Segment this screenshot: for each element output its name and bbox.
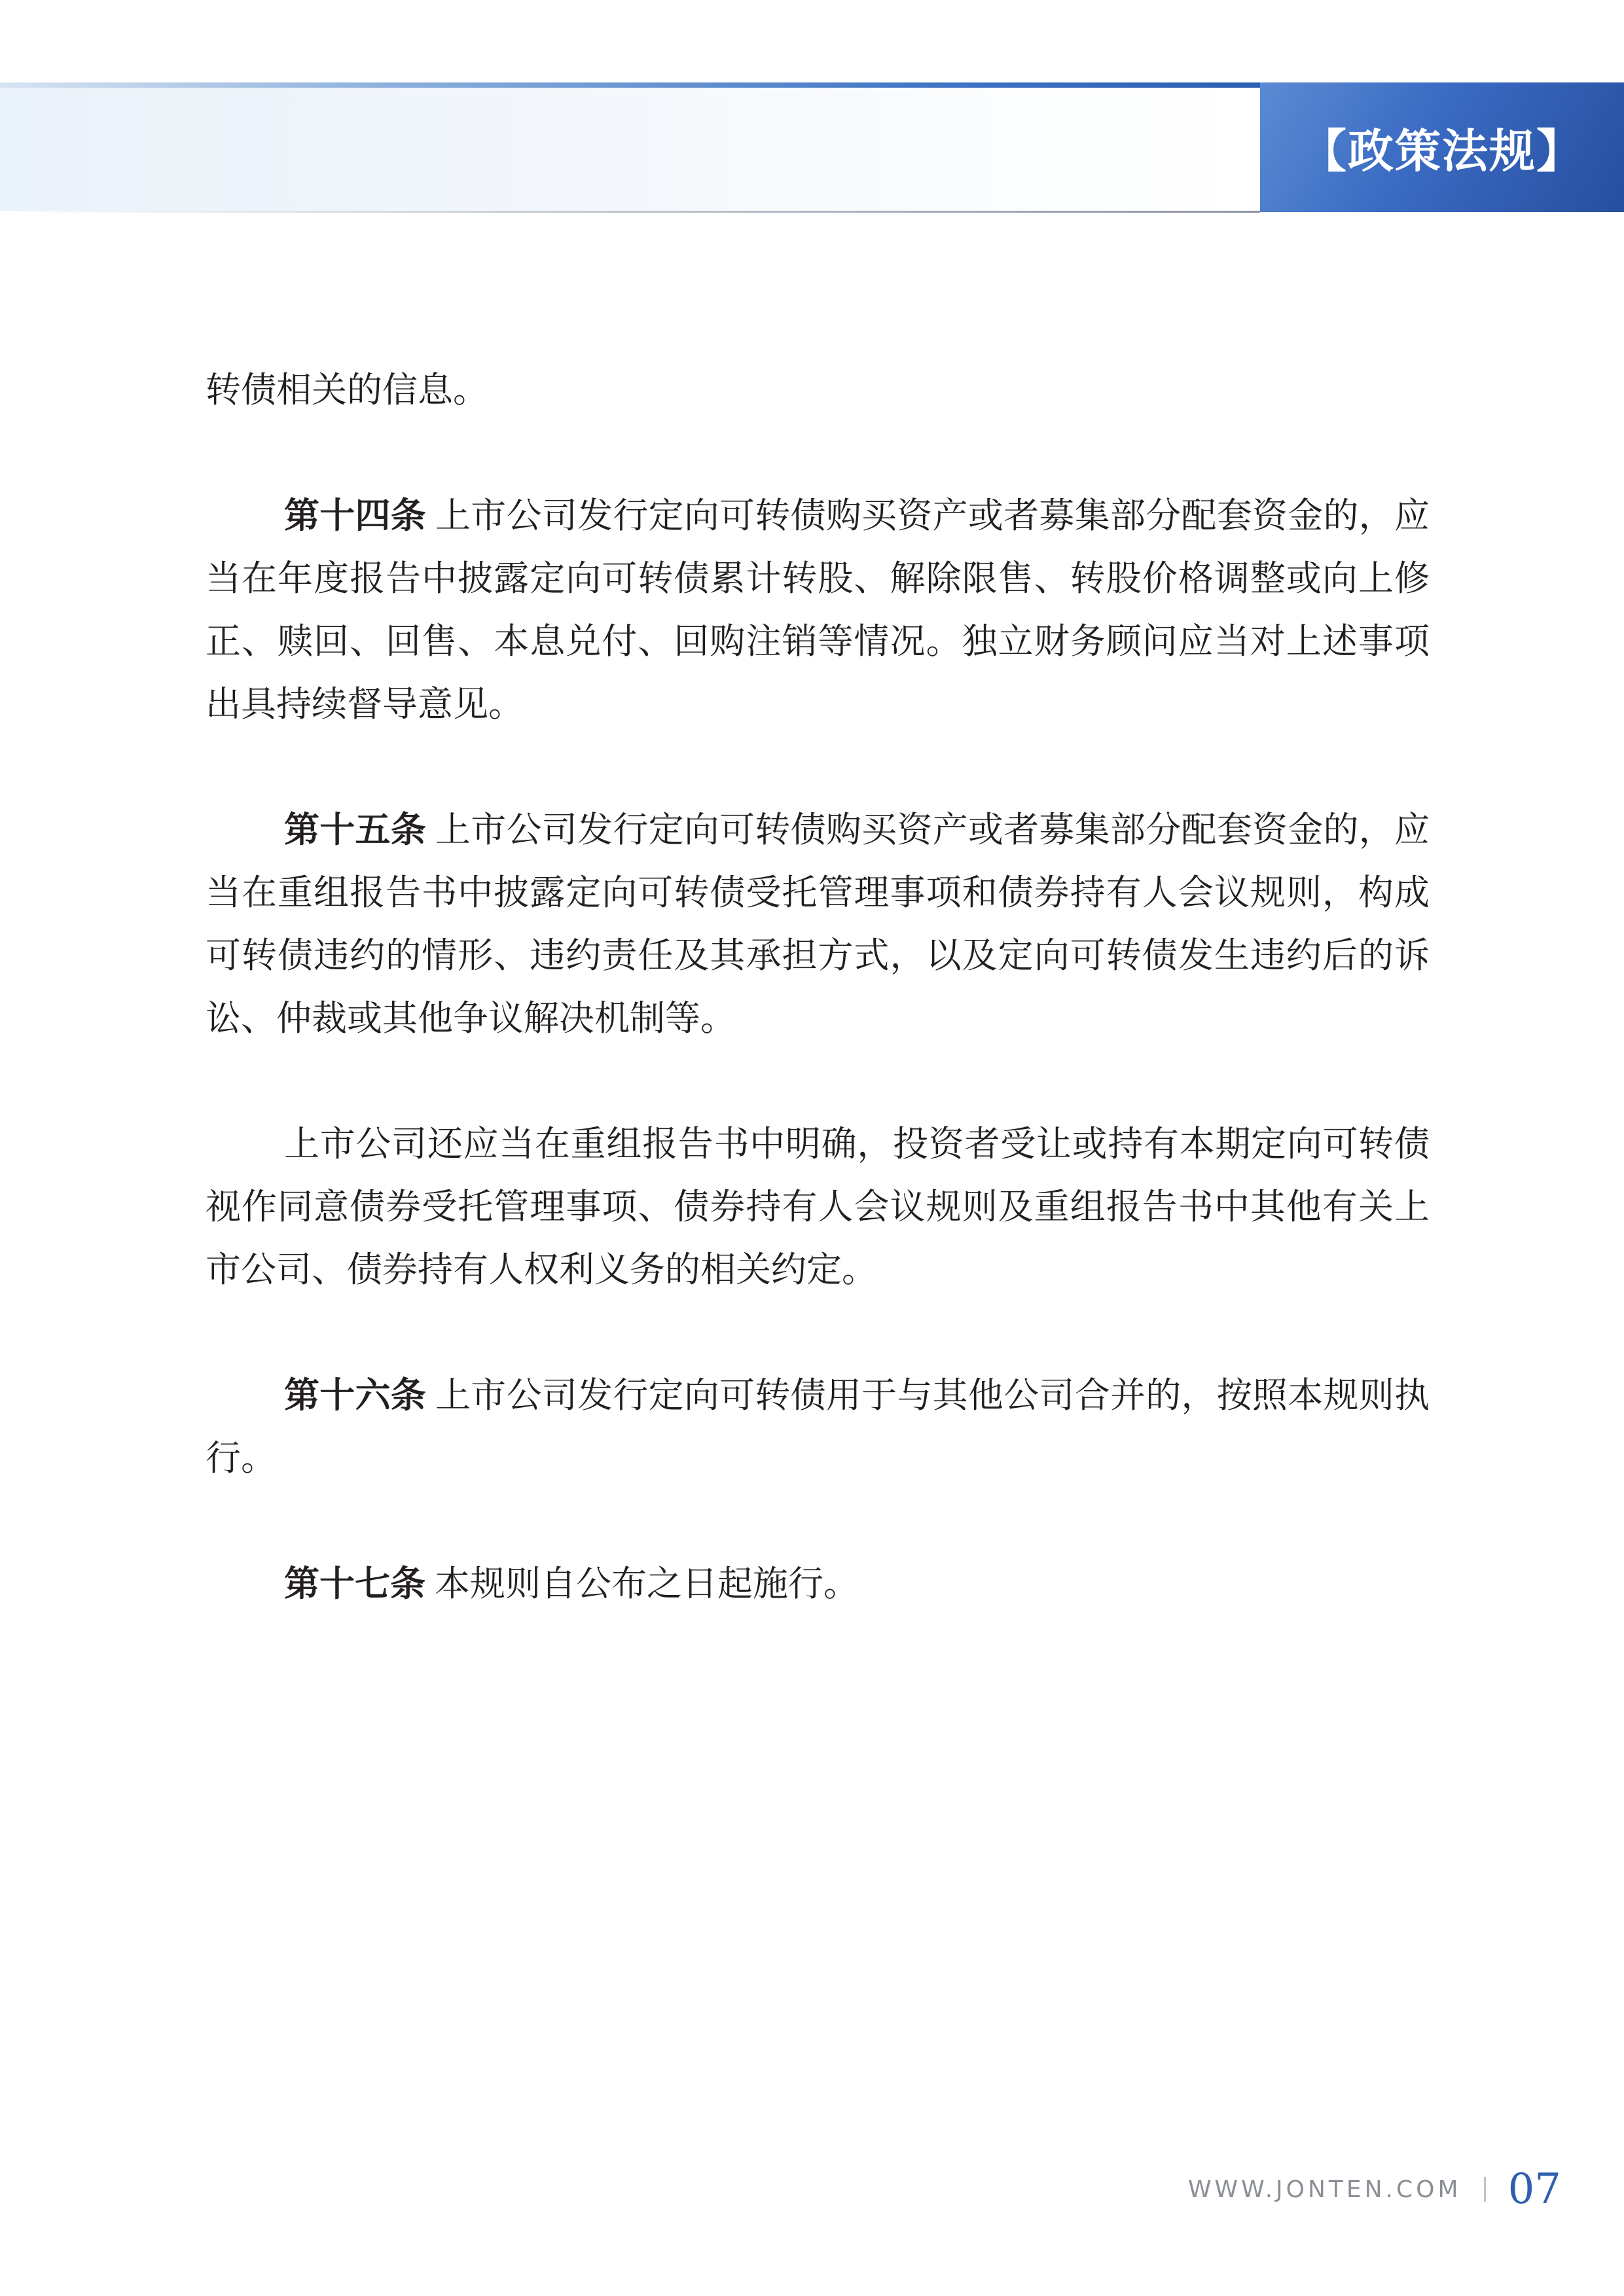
article-15-supplement xyxy=(206,1113,1430,1301)
article-number: 第十四条 xyxy=(284,495,427,536)
paragraph-text: 上市公司还应当在重组报告书中明确，投资者受让或持有本期定向可转债视作同意债券受托管理事项、债券持有人会议规则及重组报告书中其他有关上市公司、债券持有人权利义务的相关约定。 xyxy=(206,1123,1430,1290)
header-divider xyxy=(0,211,1260,213)
footer-website: WWW.JONTEN.COM xyxy=(1187,2176,1462,2203)
paragraph-text: 上市公司发行定向可转债购买资产或者募集部分配套资金的，应当在重组报告书中披露定向可转债受托管理事项和债券持有人会议规则，构成可转债违约的情形、违约责任及其承担方式，以及定向可转债发生违约后的诉讼、仲裁或其他争议解决机制等。 xyxy=(206,809,1430,1039)
paragraph-text: 上市公司发行定向可转债购买资产或者募集部分配套资金的，应当在年度报告中披露定向可转债累计转股、解除限售、转股价格调整或向上修正、赎回、回售、本息兑付、回购注销等情况。独立财务顾问应当对上述事项出具持续督导意见。 xyxy=(206,495,1430,725)
article-number: 第十六条 xyxy=(284,1374,427,1416)
article-number: 第十五条 xyxy=(284,809,427,850)
paragraph-continuation xyxy=(206,359,1430,422)
article-14 xyxy=(206,484,1430,736)
header-panel xyxy=(0,88,1260,212)
article-number: 第十七条 xyxy=(284,1563,425,1604)
article-17 xyxy=(206,1552,1430,1615)
article-body xyxy=(206,359,1430,1678)
article-15 xyxy=(206,798,1430,1050)
footer-divider xyxy=(1484,2177,1486,2202)
article-16 xyxy=(206,1364,1430,1490)
paragraph-text: 转债相关的信息。 xyxy=(206,369,488,410)
paragraph-text: 上市公司发行定向可转债用于与其他公司合并的，按照本规则执行。 xyxy=(206,1374,1430,1479)
section-title: 【政策法规】 xyxy=(1301,123,1583,178)
page-number: 07 xyxy=(1507,2165,1561,2214)
header-top-rule xyxy=(0,82,1260,88)
paragraph-text: 本规则自公布之日起施行。 xyxy=(435,1563,859,1604)
section-tab xyxy=(1260,82,1624,212)
page-footer xyxy=(1188,2160,1561,2219)
